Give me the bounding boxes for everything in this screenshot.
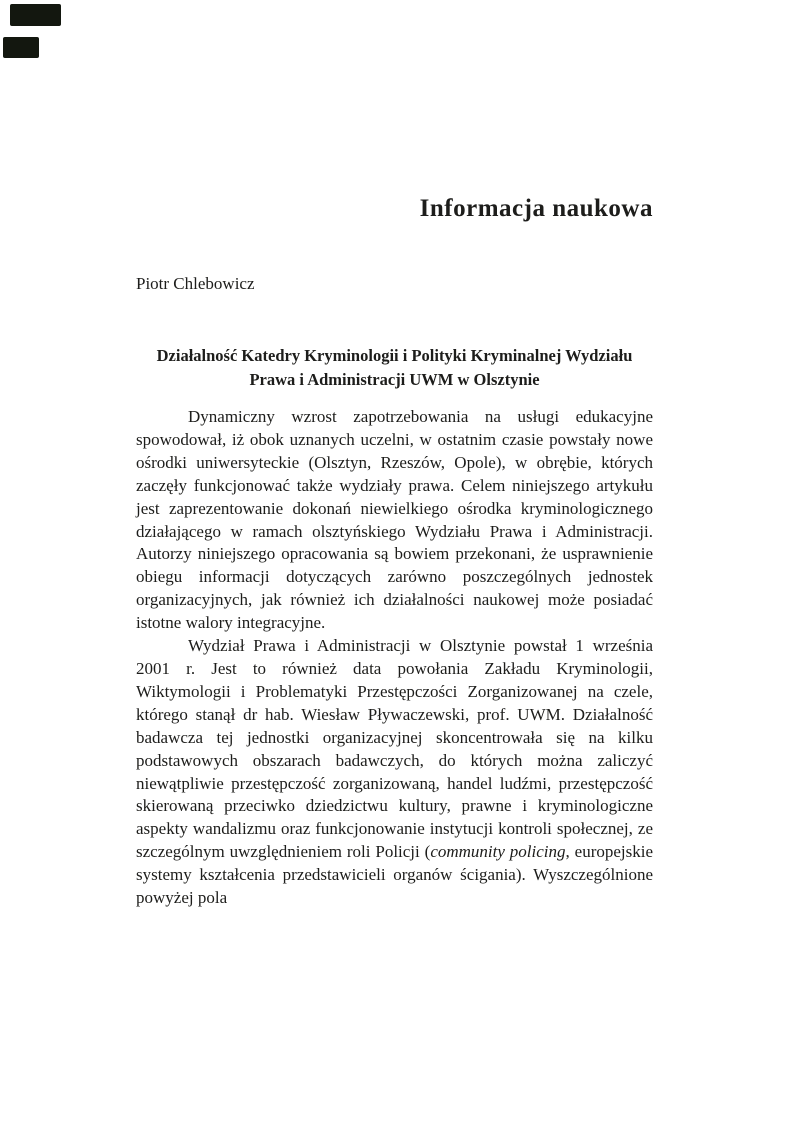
scan-artifact-mark-bottom bbox=[3, 37, 39, 58]
section-header: Informacja naukowa bbox=[419, 195, 653, 222]
scan-artifact-mark-top bbox=[10, 4, 61, 26]
author-name: Piotr Chlebowicz bbox=[136, 274, 255, 293]
article-body bbox=[136, 406, 653, 910]
paragraph-1: Dynamiczny wzrost zapotrzebowania na usługi edukacyjne spowodował, iż obok uznanych uczelni, w ostatnim czasie powstały nowe ośrodki uniwersyteckie (Olsztyn, Rzeszów, Opole), w obrębie, których zaczęły funkcjonować także wydziały prawa. Celem niniejszego artykułu jest zaprezentowanie dokonań niewielkiego ośrodka kryminologicznego działającego w ramach olsztyńskiego Wydziału Prawa i Administracji. Autorzy niniejszego opracowania są bowiem przekonani, że usprawnienie obiegu informacji dotyczących zarówno poszczególnych jednostek organizacyjnych, jak również ich działalności naukowej może posiadać istotne walory integracyjne. bbox=[136, 407, 653, 633]
paragraph-2-text: Wydział Prawa i Administracji w Olsztynie powstał 1 września 2001 r. Jest to również data powołania Zakładu Kryminologii, Wiktymologii i Problematyki Przestępczości Zorganizowanej na czele, którego stanął dr hab. Wiesław Pływaczewski, prof. UWM. Działalność badawcza tej jednostki organizacyjnej skoncentrowała się na kilku podstawowych obszarach badawczych, do których można zaliczyć niewątpliwie przestępczość zorganizowaną, handel ludźmi, przestępczość skierowaną przeciwko dziedzictwu kultury, prawne i kryminologiczne aspekty wandalizmu oraz funkcjonowanie instytucji kontroli społecznej, ze szczególnym uwzględnieniem roli Policji ( bbox=[136, 636, 653, 862]
paragraph-2-italic-phrase: community policing bbox=[430, 842, 566, 862]
article-title-line-1: Działalność Katedry Kryminologii i Polityki Kryminalnej Wydziału bbox=[156, 346, 633, 365]
article-title-line-2: Prawa i Administracji UWM w Olsztynie bbox=[249, 370, 540, 389]
paragraph-2 bbox=[136, 635, 653, 910]
article-title bbox=[122, 344, 667, 392]
paragraph-2-text-end: , europejskie systemy kształcenia przedstawicieli organów ścigania). Wyszczególnione powyżej pola bbox=[136, 842, 654, 908]
